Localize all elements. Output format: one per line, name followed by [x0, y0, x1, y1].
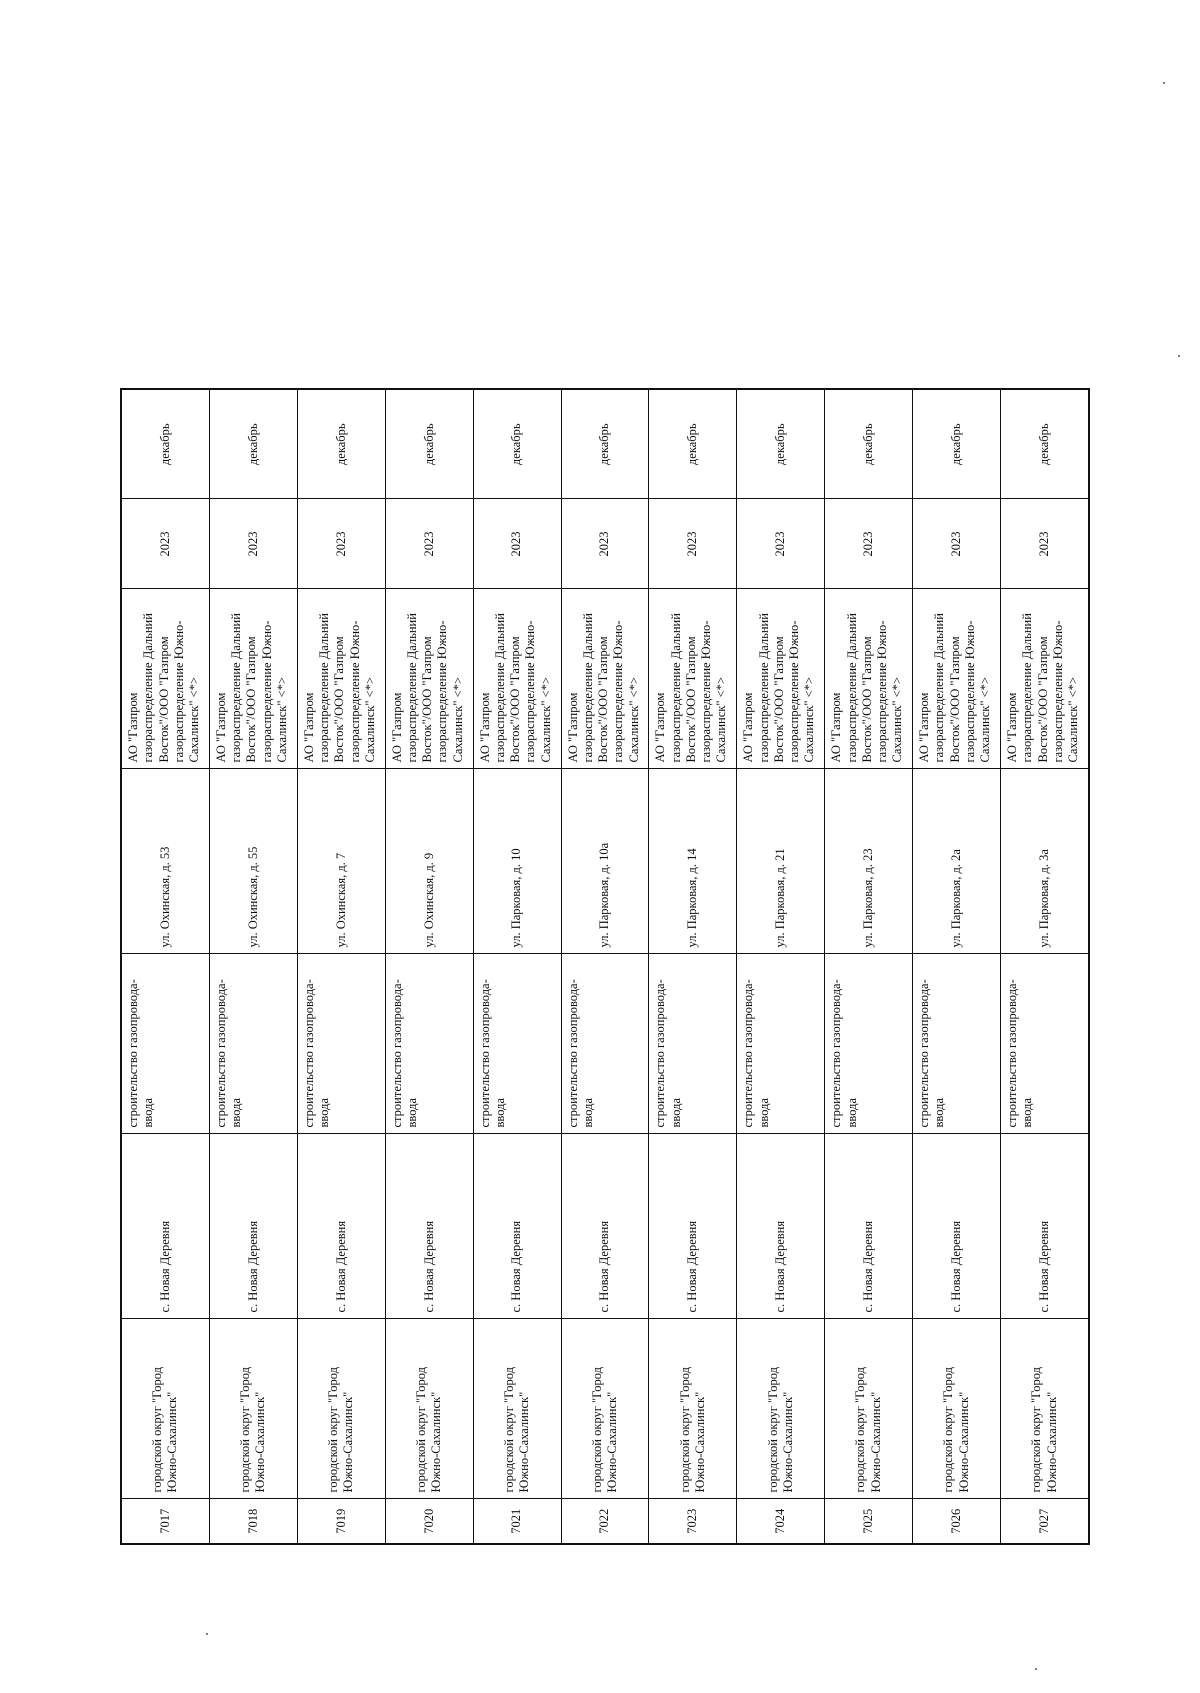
table-row	[1001, 389, 1089, 1544]
address-cell: ул. Охинская, д. 53	[121, 769, 209, 954]
month-cell: декабрь	[649, 389, 737, 499]
locality-cell: с. Новая Деревня	[649, 1134, 737, 1319]
executor-cell: АО "Газпром газораспределение Дальний Восток"/ООО "Газпром газораспределение Южно-Сахалинск" <*>	[121, 589, 209, 769]
year-cell: 2023	[121, 499, 209, 589]
table-row	[209, 389, 297, 1544]
executor-cell: АО "Газпром газораспределение Дальний Восток"/ООО "Газпром газораспределение Южно-Сахалинск" <*>	[1001, 589, 1089, 769]
scan-speck	[1178, 355, 1180, 357]
year-cell: 2023	[209, 499, 297, 589]
table-row	[913, 389, 1001, 1544]
month-cell: декабрь	[561, 389, 649, 499]
locality-cell: с. Новая Деревня	[825, 1134, 913, 1319]
row-number: 7026	[913, 1499, 1001, 1544]
address-cell: ул. Парковая, д. 3а	[1001, 769, 1089, 954]
address-cell: ул. Парковая, д. 2а	[913, 769, 1001, 954]
address-cell: ул. Охинская, д. 55	[209, 769, 297, 954]
gas-connection-table	[120, 388, 1090, 1545]
table-row	[561, 389, 649, 1544]
municipality-cell: городской округ "Город Южно-Сахалинск"	[825, 1319, 913, 1499]
row-number: 7018	[209, 1499, 297, 1544]
work-type-cell: строительство газопровода-ввода	[913, 954, 1001, 1134]
locality-cell: с. Новая Деревня	[1001, 1134, 1089, 1319]
locality-cell: с. Новая Деревня	[209, 1134, 297, 1319]
scan-speck	[1163, 82, 1165, 84]
month-cell: декабрь	[297, 389, 385, 499]
row-number: 7025	[825, 1499, 913, 1544]
address-cell: ул. Парковая, д. 10а	[561, 769, 649, 954]
row-number: 7027	[1001, 1499, 1089, 1544]
table-row	[297, 389, 385, 1544]
table-body	[121, 389, 1089, 1544]
executor-cell: АО "Газпром газораспределение Дальний Восток"/ООО "Газпром газораспределение Южно-Сахалинск" <*>	[737, 589, 825, 769]
executor-cell: АО "Газпром газораспределение Дальний Восток"/ООО "Газпром газораспределение Южно-Сахалинск" <*>	[473, 589, 561, 769]
month-cell: декабрь	[385, 389, 473, 499]
work-type-cell: строительство газопровода-ввода	[121, 954, 209, 1134]
work-type-cell: строительство газопровода-ввода	[297, 954, 385, 1134]
row-number: 7022	[561, 1499, 649, 1544]
municipality-cell: городской округ "Город Южно-Сахалинск"	[913, 1319, 1001, 1499]
address-cell: ул. Парковая, д. 10	[473, 769, 561, 954]
locality-cell: с. Новая Деревня	[561, 1134, 649, 1319]
address-cell: ул. Парковая, д. 23	[825, 769, 913, 954]
work-type-cell: строительство газопровода-ввода	[825, 954, 913, 1134]
year-cell: 2023	[561, 499, 649, 589]
executor-cell: АО "Газпром газораспределение Дальний Восток"/ООО "Газпром газораспределение Южно-Сахалинск" <*>	[209, 589, 297, 769]
municipality-cell: городской округ "Город Южно-Сахалинск"	[121, 1319, 209, 1499]
municipality-cell: городской округ "Город Южно-Сахалинск"	[649, 1319, 737, 1499]
month-cell: декабрь	[737, 389, 825, 499]
month-cell: декабрь	[473, 389, 561, 499]
month-cell: декабрь	[825, 389, 913, 499]
address-cell: ул. Парковая, д. 14	[649, 769, 737, 954]
executor-cell: АО "Газпром газораспределение Дальний Восток"/ООО "Газпром газораспределение Южно-Сахалинск" <*>	[561, 589, 649, 769]
table-row	[737, 389, 825, 1544]
work-type-cell: строительство газопровода-ввода	[649, 954, 737, 1134]
month-cell: декабрь	[209, 389, 297, 499]
table-row	[473, 389, 561, 1544]
address-cell: ул. Охинская, д. 9	[385, 769, 473, 954]
municipality-cell: городской округ "Город Южно-Сахалинск"	[297, 1319, 385, 1499]
table-row	[649, 389, 737, 1544]
municipality-cell: городской округ "Город Южно-Сахалинск"	[1001, 1319, 1089, 1499]
work-type-cell: строительство газопровода-ввода	[385, 954, 473, 1134]
locality-cell: с. Новая Деревня	[121, 1134, 209, 1319]
table-frame	[120, 390, 1090, 1545]
executor-cell: АО "Газпром газораспределение Дальний Восток"/ООО "Газпром газораспределение Южно-Сахалинск" <*>	[649, 589, 737, 769]
row-number: 7019	[297, 1499, 385, 1544]
municipality-cell: городской округ "Город Южно-Сахалинск"	[473, 1319, 561, 1499]
rotated-table-container	[120, 390, 1090, 1545]
scan-speck	[1035, 1668, 1037, 1670]
municipality-cell: городской округ "Город Южно-Сахалинск"	[561, 1319, 649, 1499]
work-type-cell: строительство газопровода-ввода	[209, 954, 297, 1134]
row-number: 7024	[737, 1499, 825, 1544]
municipality-cell: городской округ "Город Южно-Сахалинск"	[737, 1319, 825, 1499]
year-cell: 2023	[825, 499, 913, 589]
executor-cell: АО "Газпром газораспределение Дальний Восток"/ООО "Газпром газораспределение Южно-Сахалинск" <*>	[297, 589, 385, 769]
locality-cell: с. Новая Деревня	[913, 1134, 1001, 1319]
year-cell: 2023	[297, 499, 385, 589]
row-number: 7017	[121, 1499, 209, 1544]
municipality-cell: городской округ "Город Южно-Сахалинск"	[385, 1319, 473, 1499]
executor-cell: АО "Газпром газораспределение Дальний Восток"/ООО "Газпром газораспределение Южно-Сахалинск" <*>	[825, 589, 913, 769]
work-type-cell: строительство газопровода-ввода	[473, 954, 561, 1134]
executor-cell: АО "Газпром газораспределение Дальний Восток"/ООО "Газпром газораспределение Южно-Сахалинск" <*>	[385, 589, 473, 769]
locality-cell: с. Новая Деревня	[473, 1134, 561, 1319]
year-cell: 2023	[1001, 499, 1089, 589]
address-cell: ул. Охинская, д. 7	[297, 769, 385, 954]
year-cell: 2023	[913, 499, 1001, 589]
month-cell: декабрь	[121, 389, 209, 499]
month-cell: декабрь	[1001, 389, 1089, 499]
row-number: 7023	[649, 1499, 737, 1544]
scan-speck	[206, 1633, 208, 1635]
work-type-cell: строительство газопровода-ввода	[737, 954, 825, 1134]
row-number: 7020	[385, 1499, 473, 1544]
locality-cell: с. Новая Деревня	[385, 1134, 473, 1319]
locality-cell: с. Новая Деревня	[737, 1134, 825, 1319]
work-type-cell: строительство газопровода-ввода	[1001, 954, 1089, 1134]
table-row	[121, 389, 209, 1544]
table-row	[825, 389, 913, 1544]
work-type-cell: строительство газопровода-ввода	[561, 954, 649, 1134]
address-cell: ул. Парковая, д. 21	[737, 769, 825, 954]
locality-cell: с. Новая Деревня	[297, 1134, 385, 1319]
month-cell: декабрь	[913, 389, 1001, 499]
year-cell: 2023	[385, 499, 473, 589]
executor-cell: АО "Газпром газораспределение Дальний Восток"/ООО "Газпром газораспределение Южно-Сахалинск" <*>	[913, 589, 1001, 769]
row-number: 7021	[473, 1499, 561, 1544]
table-row	[385, 389, 473, 1544]
year-cell: 2023	[737, 499, 825, 589]
year-cell: 2023	[473, 499, 561, 589]
municipality-cell: городской округ "Город Южно-Сахалинск"	[209, 1319, 297, 1499]
year-cell: 2023	[649, 499, 737, 589]
